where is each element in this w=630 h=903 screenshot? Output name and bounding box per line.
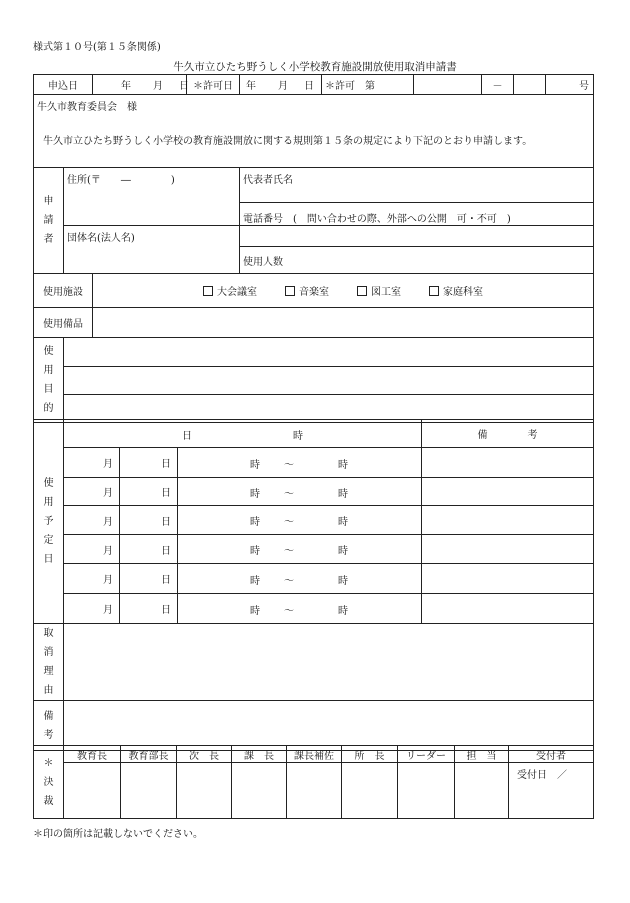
- addressee: 牛久市教育委員会 様: [37, 102, 137, 113]
- date-row: [34, 75, 594, 95]
- apply-date-field[interactable]: [93, 75, 187, 95]
- address-label: 住所(〒 ― ): [67, 175, 175, 186]
- organization-name-field[interactable]: [64, 226, 240, 274]
- schedule-notes-field[interactable]: [422, 564, 594, 594]
- equipment-row: [34, 308, 594, 338]
- stamp-deputy-director[interactable]: [177, 763, 232, 819]
- permit-date-label: ＊許可日: [187, 75, 240, 95]
- schedule-day-field[interactable]: 日: [120, 448, 178, 478]
- schedule-notes-field[interactable]: [422, 594, 594, 624]
- facility-option-home-economics[interactable]: 家庭科室: [429, 283, 483, 298]
- schedule-header-row: [34, 420, 594, 448]
- apply-month-label: 月: [153, 81, 163, 92]
- cancel-reason-row: [34, 624, 594, 701]
- decision-label: ＊ 決 裁: [34, 746, 64, 819]
- form-table-top: [33, 74, 594, 423]
- applicant-row-1: [34, 168, 594, 226]
- equipment-label: 使用備品: [34, 308, 93, 338]
- decision-stamps-row: [34, 763, 594, 819]
- schedule-time-field[interactable]: 時 ～ 時: [178, 448, 422, 478]
- schedule-day-field[interactable]: 日: [120, 478, 178, 506]
- stamp-office-head[interactable]: [342, 763, 398, 819]
- schedule-row: [34, 535, 594, 564]
- form-number: 様式第１０号(第１５条関係): [33, 42, 161, 53]
- addressee-row: [34, 95, 594, 168]
- schedule-month-field[interactable]: 月: [64, 506, 120, 535]
- schedule-day-field[interactable]: 日: [120, 594, 178, 624]
- permit-dai-label: 第: [365, 81, 375, 92]
- role-leader: リーダー: [398, 746, 455, 763]
- purpose-line-1[interactable]: [64, 338, 594, 367]
- role-assistant-chief: 課長補佐: [287, 746, 342, 763]
- stamp-staff[interactable]: [455, 763, 509, 819]
- schedule-day-field[interactable]: 日: [120, 506, 178, 535]
- address-field[interactable]: [64, 168, 240, 226]
- role-superintendent: 教育長: [64, 746, 121, 763]
- schedule-month-field[interactable]: 月: [64, 594, 120, 624]
- role-education-director: 教育部長: [121, 746, 177, 763]
- schedule-row: [34, 594, 594, 624]
- schedule-notes-field[interactable]: [422, 535, 594, 564]
- schedule-notes-field[interactable]: [422, 448, 594, 478]
- checkbox[interactable]: [203, 286, 213, 296]
- application-statement: 牛久市立ひたち野うしく小学校の教育施設開放に関する規則第１５条の規定により下記のとおり申請します。: [43, 136, 533, 147]
- cancel-reason-label: 取 消 理 由: [34, 624, 64, 701]
- permit-number-field-2[interactable]: [514, 75, 546, 95]
- reason-remarks-table: [33, 623, 594, 751]
- facility-row: [34, 274, 594, 308]
- role-receiver: 受付者: [509, 746, 594, 763]
- remarks-row: [34, 701, 594, 751]
- facility-label: 使用施設: [34, 274, 93, 308]
- apply-date-label: 申込日: [34, 75, 93, 95]
- phone-field[interactable]: [240, 203, 593, 225]
- permit-date-field[interactable]: [240, 75, 322, 95]
- schedule-time-field[interactable]: 時 ～ 時: [178, 594, 422, 624]
- phone-field-extension[interactable]: [240, 226, 594, 247]
- apply-year-label: 年: [121, 81, 131, 92]
- rep-phone-cell: [240, 168, 594, 226]
- schedule-row: [34, 448, 594, 478]
- schedule-month-field[interactable]: 月: [64, 564, 120, 594]
- stamp-assistant-chief[interactable]: [287, 763, 342, 819]
- purpose-row-1: [34, 338, 594, 367]
- schedule-datetime-header: [64, 420, 422, 448]
- schedule-notes-header: 備 考: [422, 420, 594, 448]
- schedule-row: [34, 506, 594, 535]
- schedule-table: [33, 419, 594, 624]
- schedule-month-field[interactable]: 月: [64, 448, 120, 478]
- purpose-label: 使 用 目 的: [34, 338, 64, 423]
- purpose-row-2: [34, 367, 594, 395]
- schedule-time-field[interactable]: 時 ～ 時: [178, 564, 422, 594]
- role-office-head: 所 長: [342, 746, 398, 763]
- permit-label: ＊許可: [325, 81, 355, 92]
- checkbox[interactable]: [285, 286, 295, 296]
- role-deputy-director: 次 長: [177, 746, 232, 763]
- user-count-field[interactable]: [240, 247, 594, 274]
- purpose-line-2[interactable]: [64, 367, 594, 395]
- representative-name-label: 代表者氏名: [243, 175, 293, 186]
- footnote: ＊印の箇所は記載しないでください。: [33, 829, 203, 840]
- permit-number-dash: －: [482, 75, 514, 95]
- permit-number-field-1[interactable]: [414, 75, 482, 95]
- representative-name-field[interactable]: [240, 168, 593, 203]
- stamp-receiver[interactable]: [509, 763, 594, 819]
- schedule-day-header: 日: [182, 431, 192, 442]
- role-staff: 担 当: [455, 746, 509, 763]
- role-section-chief: 課 長: [232, 746, 287, 763]
- cancel-reason-field[interactable]: [64, 624, 594, 701]
- schedule-time-field[interactable]: 時 ～ 時: [178, 535, 422, 564]
- schedule-time-field[interactable]: 時 ～ 時: [178, 478, 422, 506]
- decision-table: [33, 745, 594, 819]
- remarks-label: 備 考: [34, 701, 64, 751]
- organization-name-label: 団体名(法人名): [67, 233, 135, 244]
- applicant-row-2: [34, 226, 594, 247]
- facility-option-conference[interactable]: 大会議室: [203, 283, 257, 298]
- facility-option-art[interactable]: 図工室: [357, 283, 401, 298]
- schedule-row: [34, 478, 594, 506]
- permit-year-label: 年: [246, 81, 256, 92]
- checkbox[interactable]: [357, 286, 367, 296]
- schedule-day-field[interactable]: 日: [120, 535, 178, 564]
- facility-options: [93, 274, 594, 308]
- phone-label: 電話番号 ( 問い合わせの際、外部への公開 可・不可 ): [243, 214, 511, 225]
- permit-number-label: [322, 75, 414, 95]
- stamp-section-chief[interactable]: [232, 763, 287, 819]
- schedule-notes-field[interactable]: [422, 478, 594, 506]
- applicant-section-label: 申 請 者: [34, 168, 64, 274]
- remarks-field[interactable]: [64, 701, 594, 751]
- equipment-field[interactable]: [93, 308, 594, 338]
- permit-day-label: 日: [304, 81, 314, 92]
- stamp-superintendent[interactable]: [64, 763, 121, 819]
- permit-gou-label: 号: [546, 75, 594, 95]
- decision-roles-row: [34, 746, 594, 763]
- schedule-time-header: 時: [293, 431, 303, 442]
- facility-option-music[interactable]: 音楽室: [285, 283, 329, 298]
- stamp-education-director[interactable]: [121, 763, 177, 819]
- schedule-row: [34, 564, 594, 594]
- apply-day-label: 日: [179, 81, 189, 92]
- stamp-leader[interactable]: [398, 763, 455, 819]
- user-count-label: 使用人数: [243, 256, 283, 268]
- document-title: 牛久市立ひたち野うしく小学校教育施設開放使用取消申請書: [173, 61, 457, 73]
- checkbox[interactable]: [429, 286, 439, 296]
- schedule-time-field[interactable]: 時 ～ 時: [178, 506, 422, 535]
- schedule-month-field[interactable]: 月: [64, 478, 120, 506]
- schedule-notes-field[interactable]: [422, 506, 594, 535]
- schedule-section-label: 使 用 予 定 日: [34, 420, 64, 624]
- schedule-month-field[interactable]: 月: [64, 535, 120, 564]
- receipt-date-label: 受付日 ／: [517, 770, 567, 781]
- schedule-day-field[interactable]: 日: [120, 564, 178, 594]
- permit-month-label: 月: [278, 81, 288, 92]
